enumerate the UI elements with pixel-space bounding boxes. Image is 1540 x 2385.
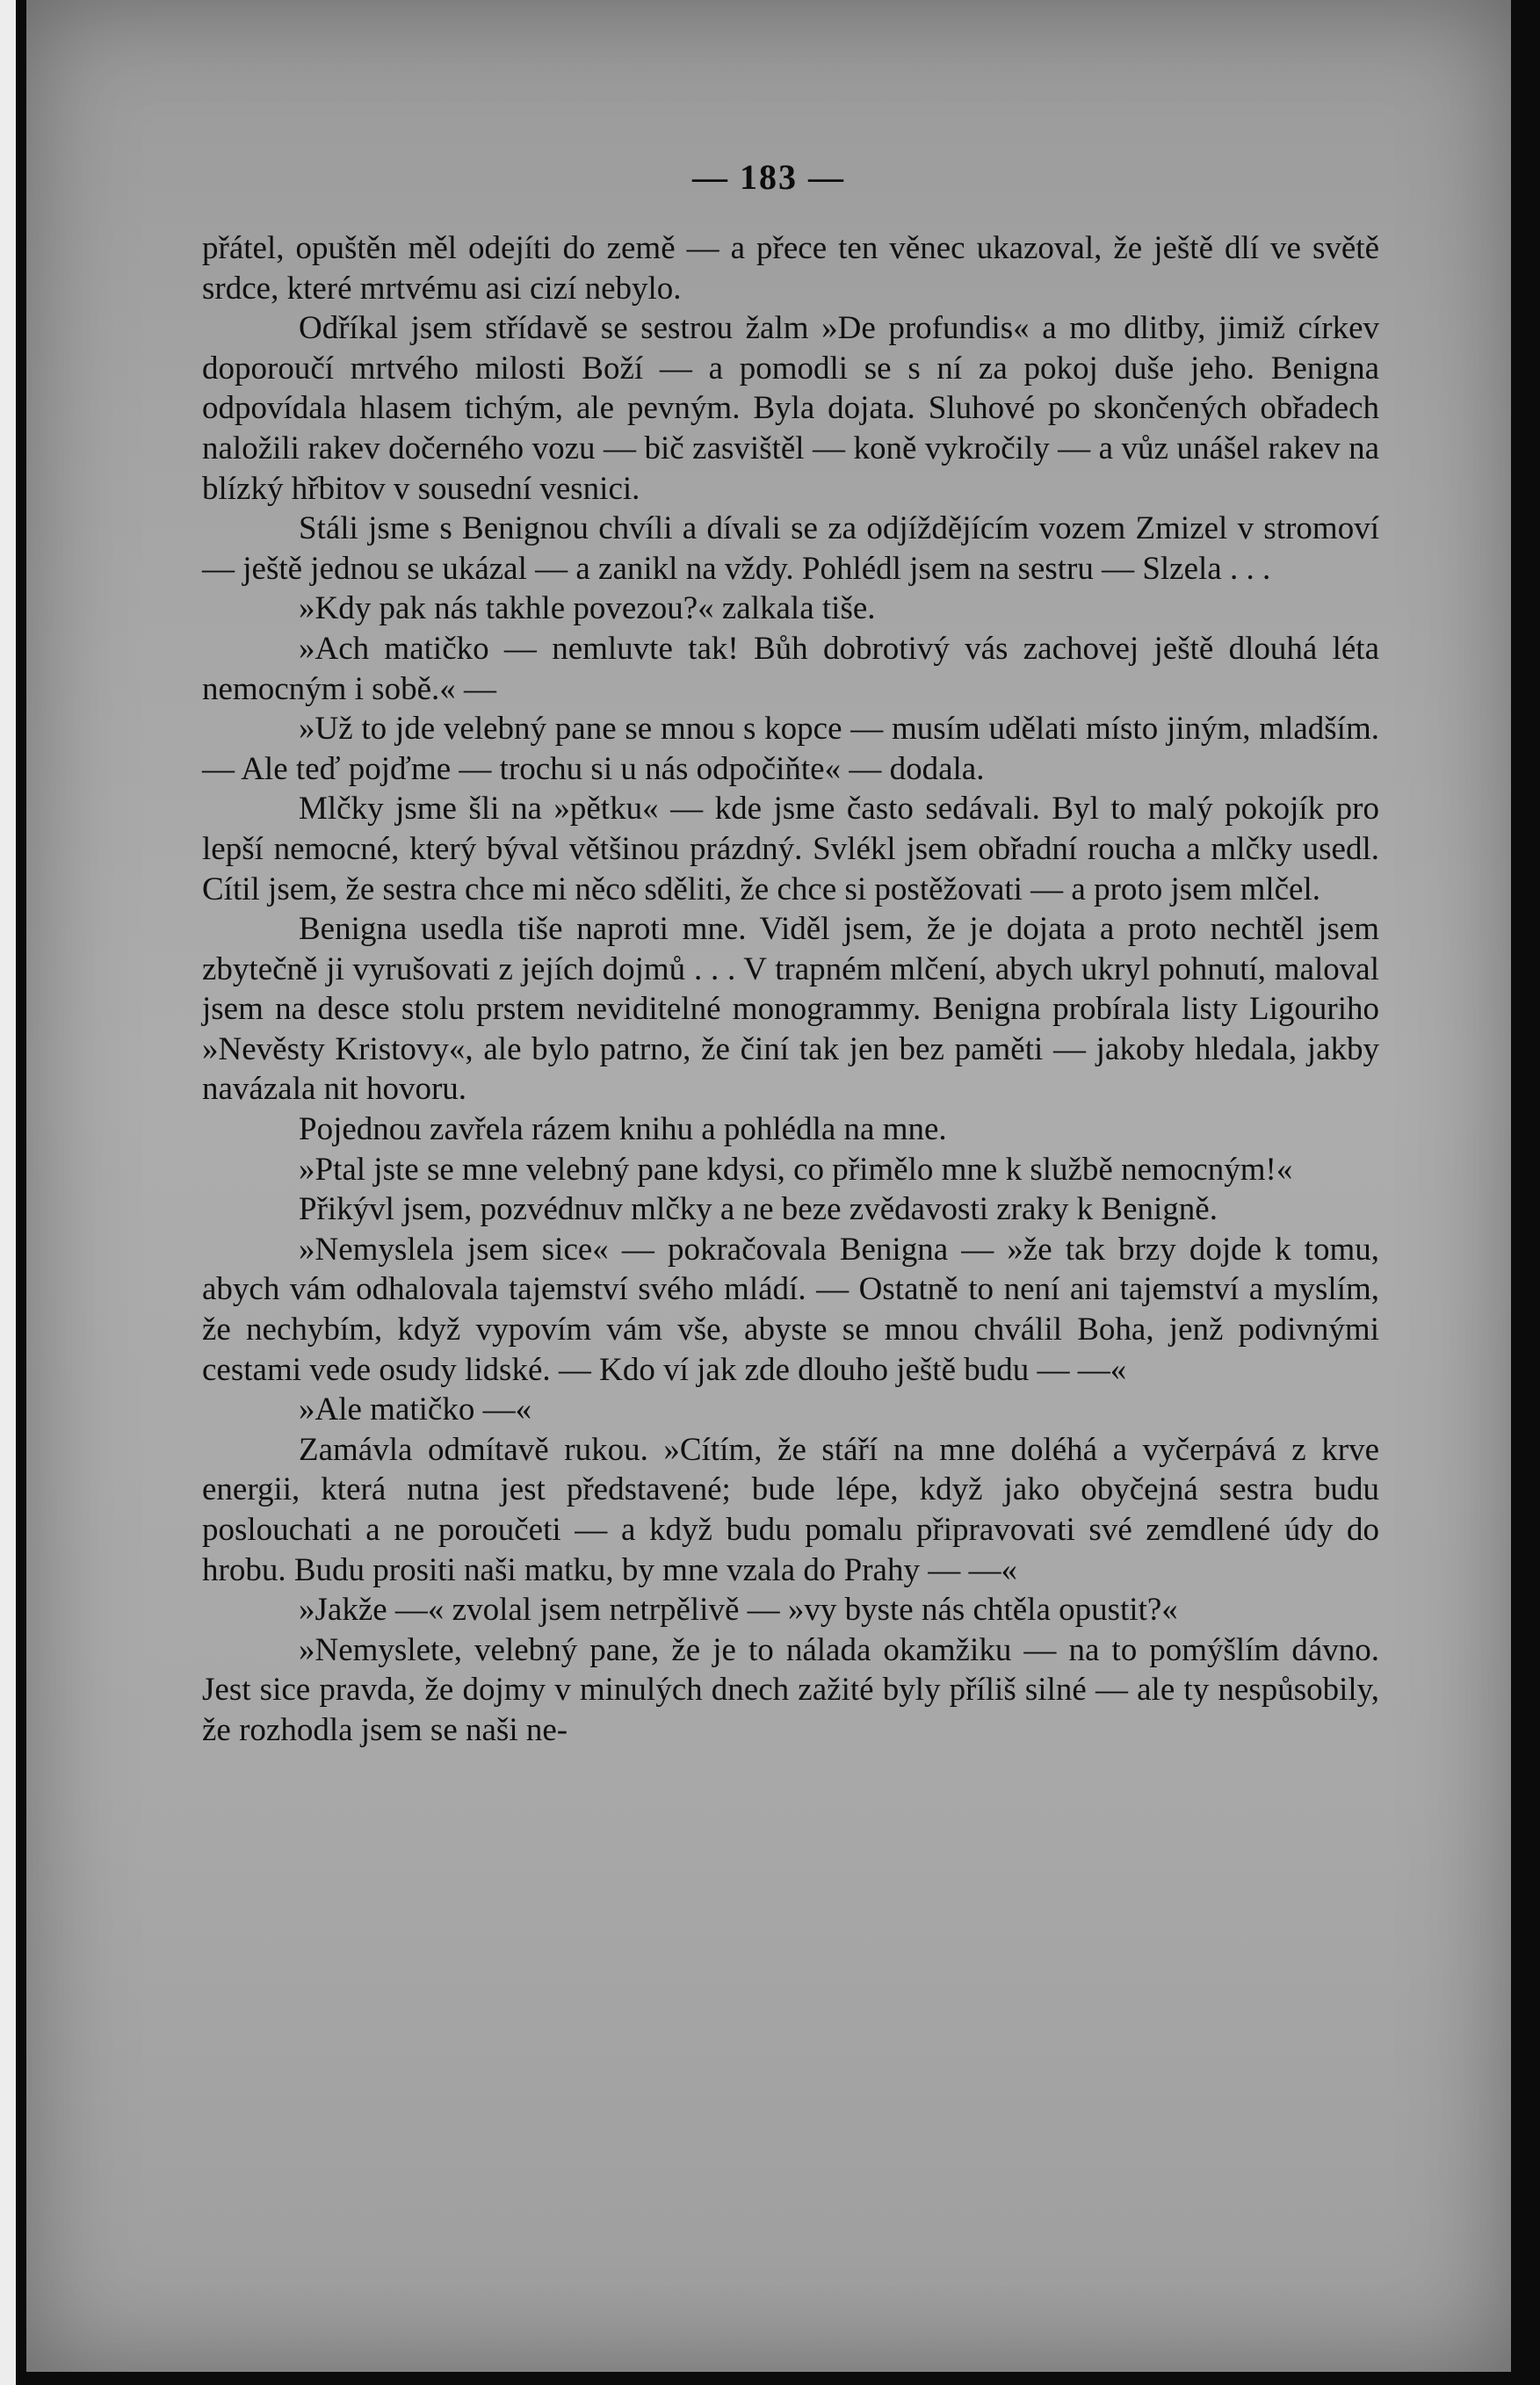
paragraph: »Ach matičko — nemluvte tak! Bůh dobrotivý vás zachovej ještě dlouhá léta nemocným i sobě.« — [202, 630, 1379, 707]
paragraph: »Nemyslela jsem sice« — pokračovala Benigna — »že tak brzy dojde k tomu, abych vám odhalovala tajemství svého mládí. — Ostatně to není ani tajemství a myslím, že nechybím, když vypovím vám vše, abyste se mnou chválil Boha, jenž podivnými cestami vede osudy lidské. — Kdo ví jak zde dlouho ještě budu — —« [202, 1231, 1379, 1388]
page-number: — 183 — [692, 157, 845, 197]
paragraph: »Ptal jste se mne velebný pane kdysi, co přimělo mne k službě nemocným!« [299, 1151, 1293, 1188]
paragraph: přátel, opuštěn měl odejíti do země — a přece ten věnec ukazoval, že ještě dlí ve světě srdce, které mrtvému asi cizí nebylo. [202, 230, 1379, 307]
paragraph: Pojednou zavřela rázem knihu a pohlédla na mne. [299, 1111, 947, 1148]
book-page [26, 0, 1511, 2372]
paragraph: Stáli jsme s Benignou chvíli a dívali se za odjíždějícím vozem Zmizel v stromoví — ještě jednou se ukázal — a zanikl na vždy. Pohlédl jsem na sestru — Slzela . . . [202, 510, 1379, 587]
paragraph: Zamávla odmítavě rukou. »Cítím, že stáří na mne doléhá a vyčerpává z krve energii, která nutna jest představené; bude lépe, když jako obyčejná sestra budu poslouchati a ne poroučeti — a když budu pomalu připravovati své zemdlené údy do hrobu. Budu prositi naši matku, by mne vzala do Prahy — —« [202, 1431, 1379, 1588]
paragraph: »Nemyslete, velebný pane, že je to nálada okamžiku — na to pomýšlím dávno. Jest sice pravda, že dojmy v minulých dnech zažité byly příliš silné — ale ty nespůsobily, že rozhodla jsem se naši ne- [202, 1631, 1379, 1748]
page-body-text [202, 228, 1379, 1751]
paragraph: »Ale matičko —« [299, 1391, 532, 1428]
scan-frame-edge [0, 0, 16, 2385]
paragraph: Mlčky jsme šli na »pětku« — kde jsme často sedávali. Byl to malý pokojík pro lepší nemocné, který býval většinou prázdný. Svlékl jsem obřadní roucha a mlčky usedl. Cítil jsem, že sestra chce mi něco sděliti, že chce si postěžovati — a proto jsem mlčel. [202, 791, 1379, 907]
paragraph: »Jakže —« zvolal jsem netrpělivě — »vy byste nás chtěla opustit?« [299, 1592, 1178, 1629]
paragraph: »Už to jde velebný pane se mnou s kopce — musím udělati místo jiným, mladším. — Ale teď pojďme — trochu si u nás odpočiňte« — dodala. [202, 711, 1379, 787]
paragraph: Benigna usedla tiše naproti mne. Viděl jsem, že je dojata a proto nechtěl jsem zbytečně ji vyrušovati z jejích dojmů . . . V trapném mlčení, abych ukryl pohnutí, maloval jsem na desce stolu prstem neviditelné monogrammy. Benigna probírala listy Ligouriho »Nevěsty Kristovy«, ale bylo patrno, že činí tak jen bez paměti — jakoby hledala, jakby navázala nit hovoru. [202, 911, 1379, 1108]
paragraph: »Kdy pak nás takhle povezou?« zalkala tiše. [299, 590, 876, 627]
paragraph: Odříkal jsem střídavě se sestrou žalm »De profundis« a mo dlitby, jimiž církev doporoučí mrtvého milosti Boží — a pomodli se s ní za pokoj duše jeho. Benigna odpovídala hlasem tichým, ale pevným. Byla dojata. Sluhové po skončených obřadech naložili rakev dočerného vozu — bič zasvištěl — koně vykročily — a vůz unášel rakev na blízký hřbitov v sousední vesnici. [202, 310, 1379, 507]
paragraph: Přikývl jsem, pozvédnuv mlčky a ne beze zvědavosti zraky k Benigně. [299, 1191, 1218, 1228]
